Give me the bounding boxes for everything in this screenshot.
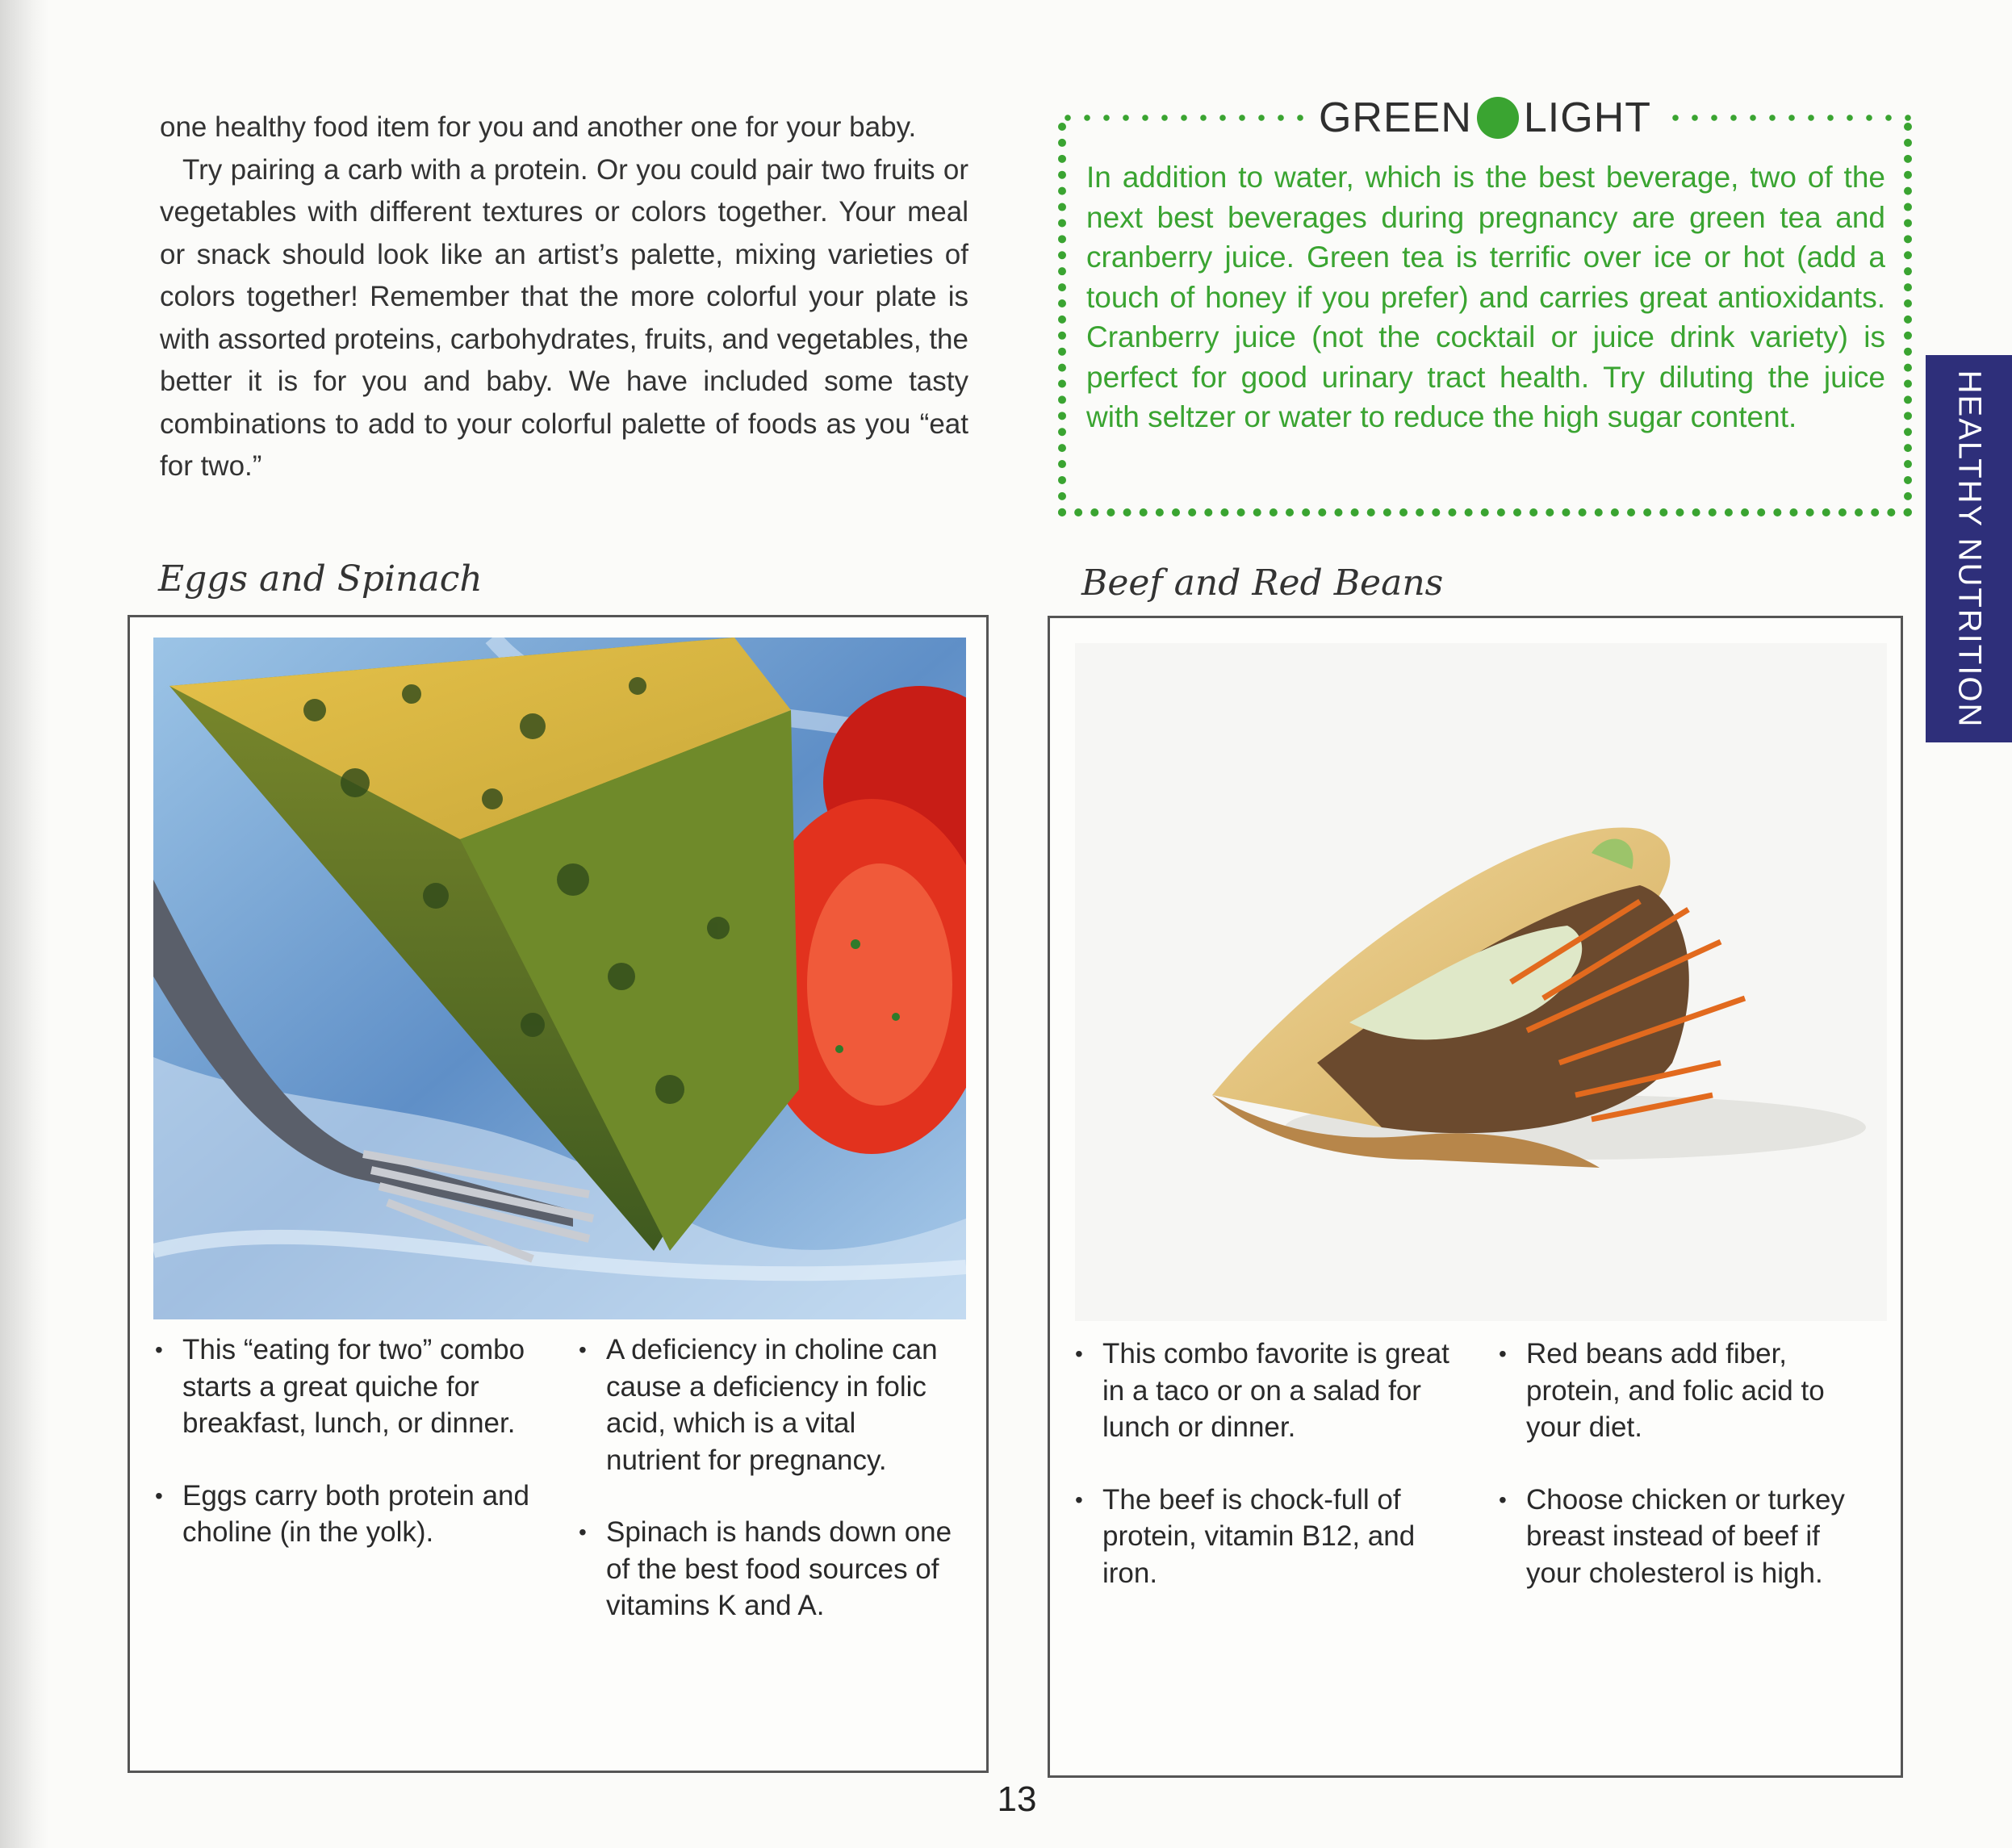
bullet-item: • Eggs carry both protein and choline (in the yolk).	[153, 1478, 545, 1551]
taco-illustration	[1075, 643, 1887, 1321]
green-dot-icon	[1477, 97, 1519, 139]
green-light-title-right: LIGHT	[1523, 94, 1652, 141]
page-number: 13	[997, 1779, 1037, 1819]
eggs-spinach-bullets-col1	[153, 1332, 545, 1587]
bullet-item: • Spinach is hands down one of the best food sources of vitamins K and A.	[577, 1514, 956, 1624]
recipe-title-beef-red-beans: Beef and Red Beans	[1081, 562, 1444, 604]
quiche-illustration	[153, 638, 966, 1319]
beef-red-beans-bullets-col2	[1497, 1336, 1876, 1627]
dotted-rule-right	[1666, 114, 1912, 122]
dotted-rule-left	[1058, 114, 1304, 122]
green-light-text: In addition to water, which is the best beverage, two of the next best beverages during pregnancy are green tea and cranberry juice. Green tea is terrific over ice or hot (add a touch of honey if you prefer) and carries great antioxidants. Cranberry juice (not the cocktail or juice drink variety) is perfect for good urinary tract health. Try diluting the juice with seltzer or water to reduce the high sugar content.	[1086, 161, 1885, 433]
bullet-item: • This combo favorite is great in a taco or on a salad for lunch or dinner.	[1073, 1336, 1461, 1446]
bullet-item: • The beef is chock-full of protein, vitamin B12, and iron.	[1073, 1482, 1461, 1592]
eggs-spinach-bullets-col2	[577, 1332, 956, 1660]
bullet-item: • Choose chicken or turkey breast instead of beef if your cholesterol is high.	[1497, 1482, 1876, 1592]
section-tab-label: HEALTHY NUTRITION	[1951, 370, 1988, 728]
bullet-item: • This “eating for two” combo starts a great quiche for breakfast, lunch, or dinner.	[153, 1332, 545, 1442]
green-light-title	[1304, 94, 1666, 142]
green-light-title-left: GREEN	[1318, 94, 1472, 141]
taco-photo	[1075, 643, 1887, 1321]
intro-body: Try pairing a carb with a protein. Or you could pair two fruits or vegetables with different textures or colors together. Your meal or snack should look like an artist’s palette, mixing varieties of colors together! Remember that the more colorful your plate is with assorted proteins, carbohydrates, fruits, and vegetables, the better it is for you and baby. We have included some tasty combinations to add to your colorful palette of foods as you “eat for two.”	[160, 153, 968, 482]
beef-red-beans-bullets-col1	[1073, 1336, 1461, 1627]
section-tab	[1926, 355, 2012, 742]
quiche-photo	[153, 638, 966, 1319]
recipe-title-eggs-spinach: Eggs and Spinach	[158, 558, 483, 600]
intro-line-1: one healthy food item for you and another one for your baby.	[160, 111, 917, 143]
bullet-item: • A deficiency in choline can cause a deficiency in folic acid, which is a vital nutrient for pregnancy.	[577, 1332, 956, 1478]
intro-paragraph	[160, 107, 968, 488]
green-light-header	[1058, 89, 1912, 147]
page-gutter-shadow	[0, 0, 48, 1848]
bullet-item: • Red beans add fiber, protein, and folic acid to your diet.	[1497, 1336, 1876, 1446]
